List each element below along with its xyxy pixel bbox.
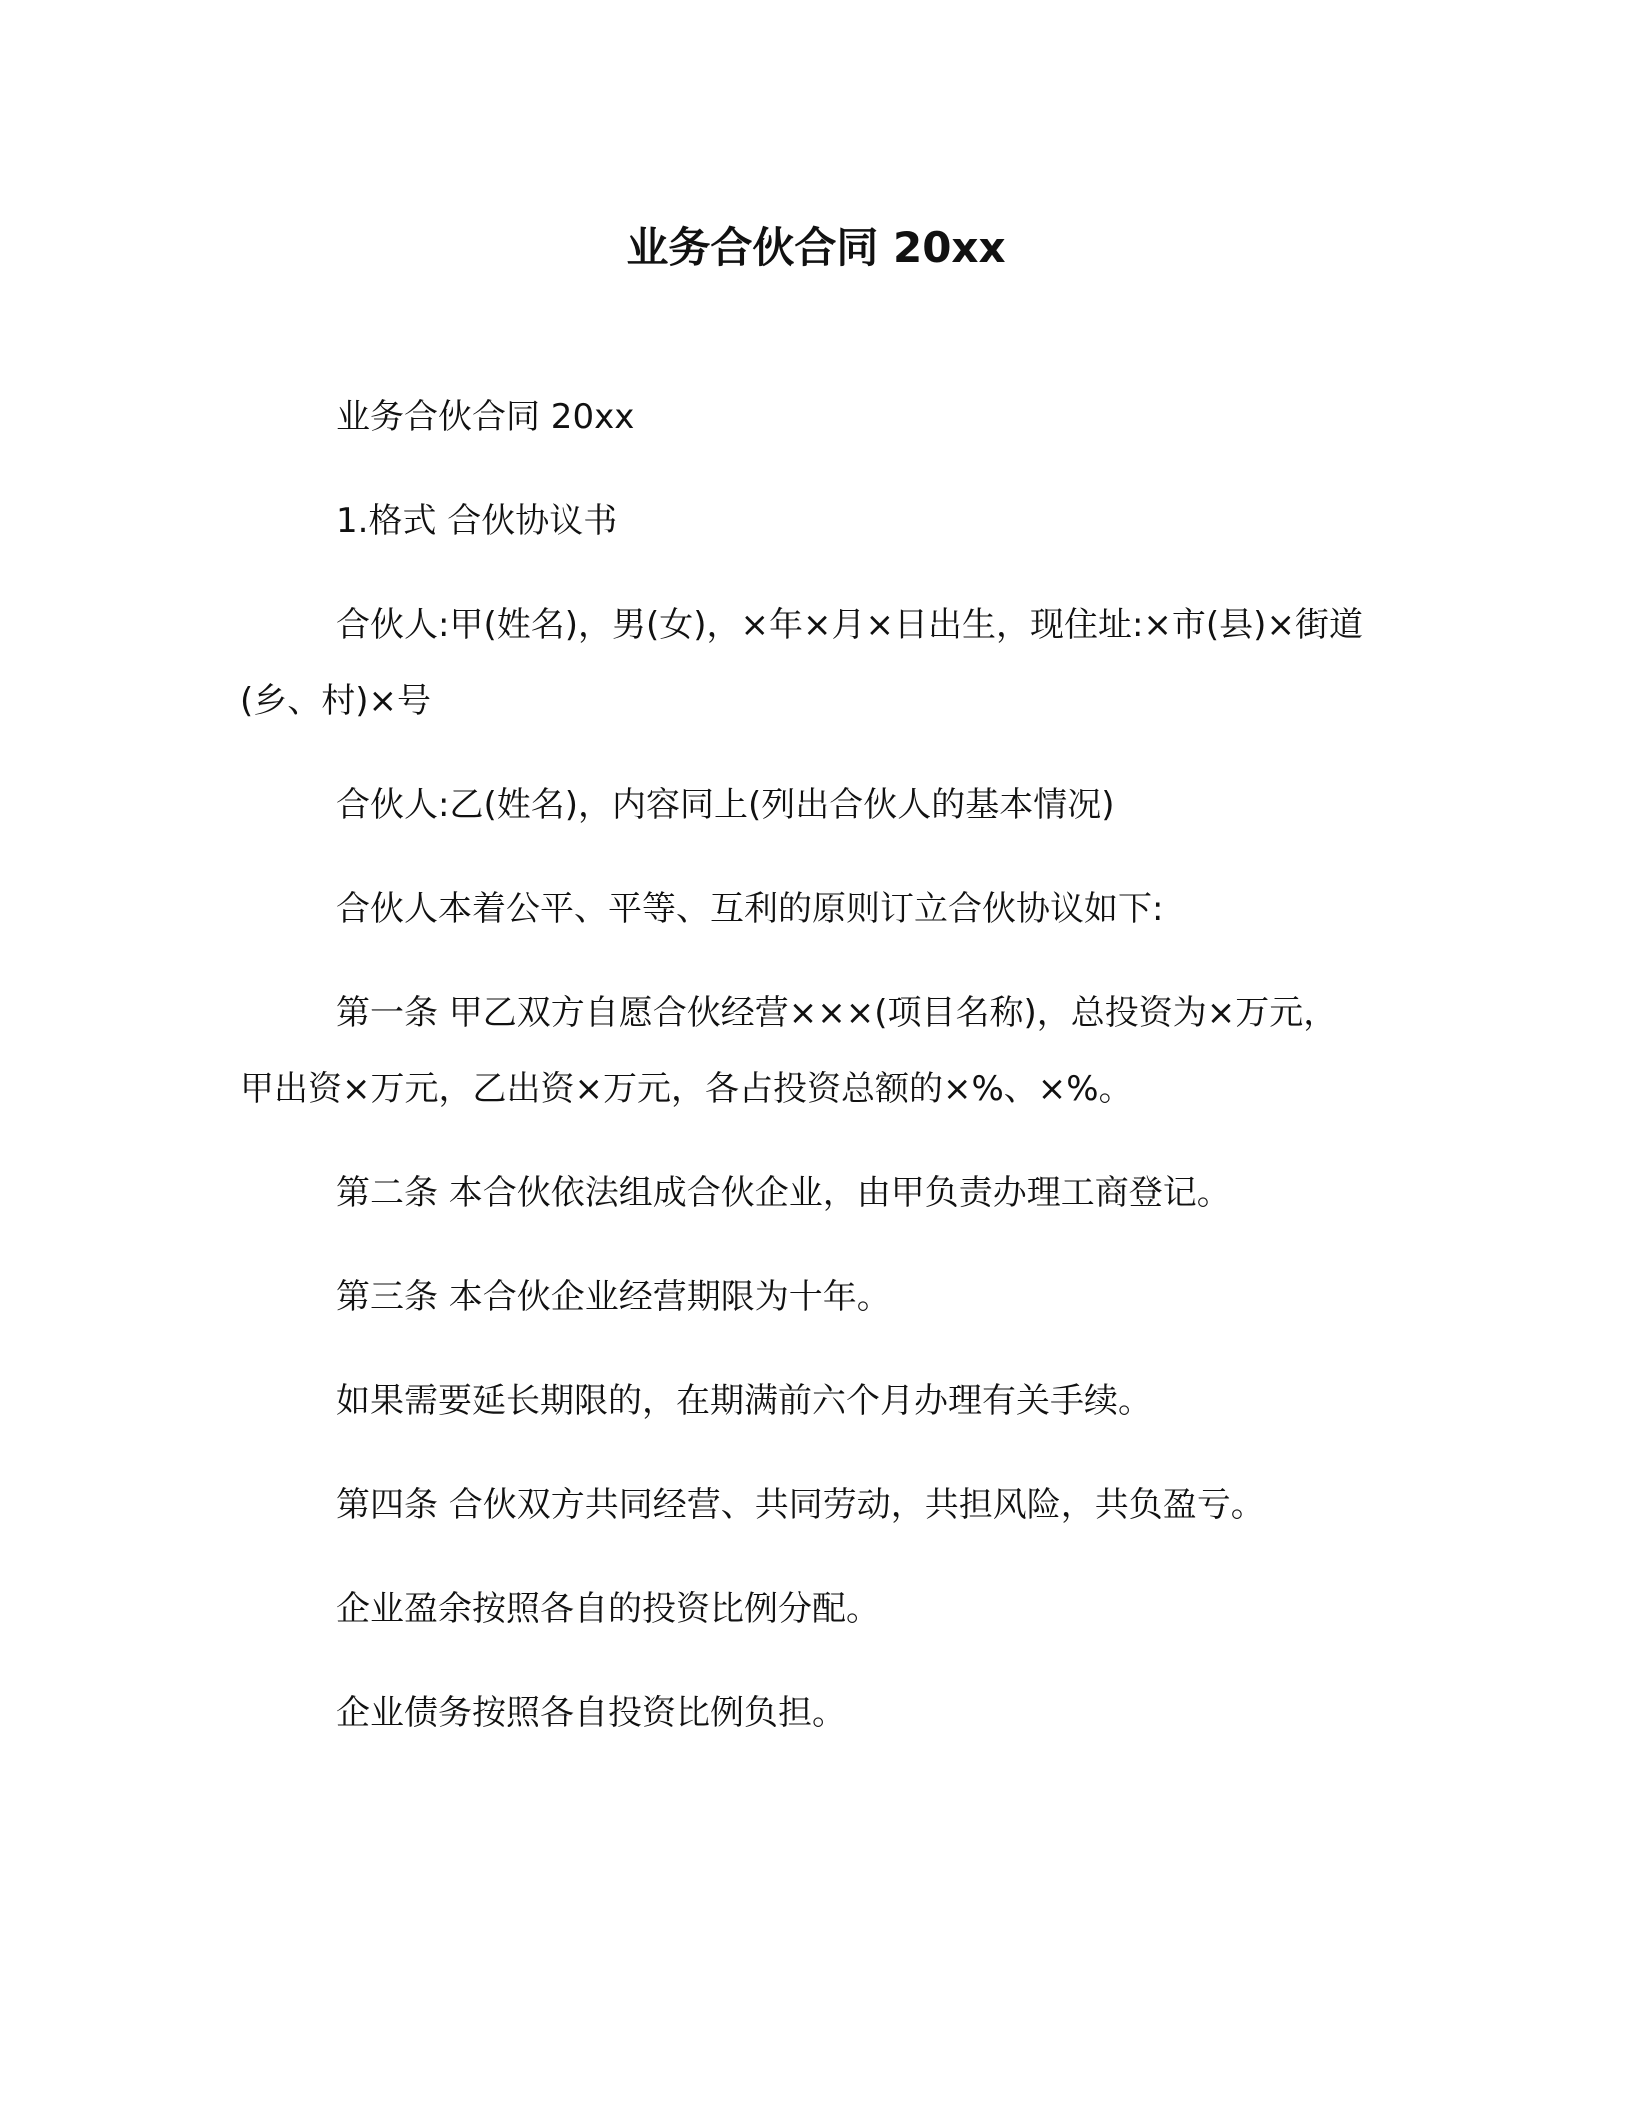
- paragraph-format: 1.格式 合伙协议书: [336, 501, 618, 541]
- paragraph-partner-a: 合伙人:甲(姓名)，男(女)，×年×月×日出生，现住址:×市(县)×街道(乡、村)×号: [240, 605, 1363, 721]
- paragraph-article-2: 第二条 本合伙依法组成合伙企业，由甲负责办理工商登记。: [336, 1173, 1231, 1213]
- paragraph-article-4: 第四条 合伙双方共同经营、共同劳动，共担风险，共负盈亏。: [336, 1485, 1265, 1525]
- paragraph-surplus: 企业盈余按照各自的投资比例分配。: [336, 1589, 880, 1629]
- paragraph-article-3: 第三条 本合伙企业经营期限为十年。: [336, 1277, 891, 1317]
- paragraph-extension: 如果需要延长期限的，在期满前六个月办理有关手续。: [336, 1381, 1152, 1421]
- document-title: 业务合伙合同 20xx: [626, 223, 1006, 272]
- paragraph-principle: 合伙人本着公平、平等、互利的原则订立合伙协议如下:: [336, 889, 1164, 929]
- paragraph-partner-b: 合伙人:乙(姓名)，内容同上(列出合伙人的基本情况): [336, 785, 1115, 825]
- paragraph-subtitle: 业务合伙合同 20xx: [336, 397, 635, 437]
- paragraph-debt: 企业债务按照各自投资比例负担。: [336, 1693, 846, 1733]
- document-body: [240, 392, 1370, 1792]
- paragraph-article-1: 第一条 甲乙双方自愿合伙经营×××(项目名称)，总投资为×万元，甲出资×万元，乙出资×万元，各占投资总额的×%、×%。: [240, 993, 1338, 1109]
